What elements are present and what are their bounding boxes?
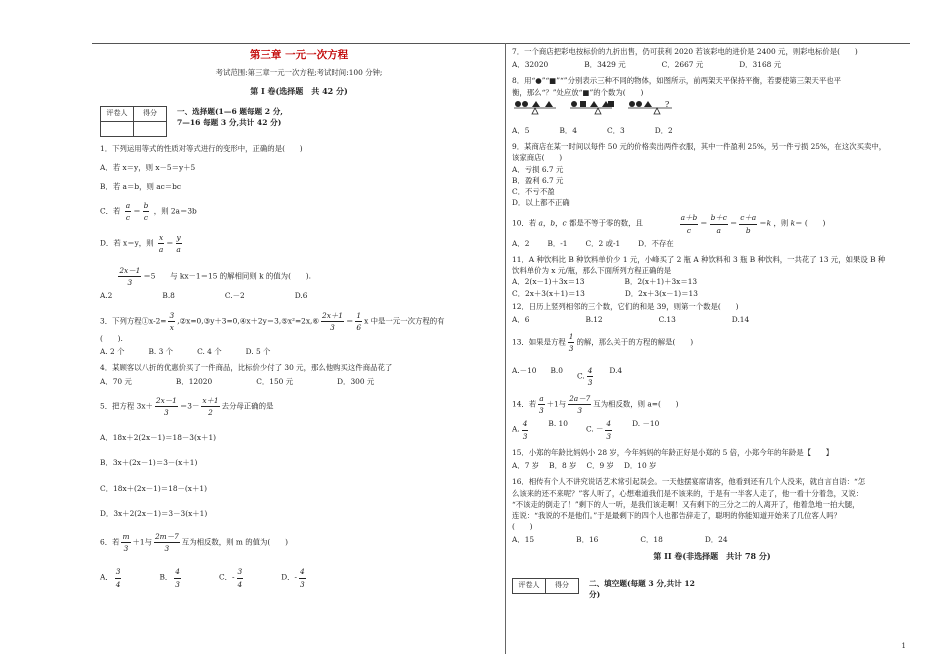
q6-s1: 6．若 (100, 537, 120, 547)
q2-option-a: A.2 (100, 291, 113, 301)
grader-cell: 评卷人 (101, 106, 134, 121)
q5-option-c: C．18x＋(2x－1)＝18－(x＋1) (100, 483, 207, 493)
q3-stem: 3．下列方程①x-2= $\frac{3}{x}$ ,②x=0,③y＋3=0,④x＋2y＝3,⑤x²=2x,⑥ $\frac{2x+1}{3}$ ＝ $\frac{1}{6}$ x 中是一元一次方程的有 (100, 310, 445, 332)
q4-option-d: D．300 元 (337, 376, 375, 386)
q11-option-c: C．2x＋3(x＋1)＝13 (512, 288, 585, 298)
q6-options (100, 566, 498, 589)
question-15 (512, 447, 912, 471)
q14-option-b: B. 10 (548, 419, 568, 429)
q11-stem2: 饮料单价为 x 元/瓶，那么下面所列方程正确的是 (512, 266, 672, 276)
score-blank (134, 121, 167, 136)
q11-option-b: B．2(x＋1)＋3x＝13 (624, 277, 698, 287)
q7-stem: 7．一个商店把彩电按标价的九折出售，仍可获利 2020 若该彩电的进价是 2400 元，则彩电标价是( ) (512, 47, 858, 56)
fraction: $\frac{2x-1}{3}$ (119, 266, 141, 288)
q9-option-b: B．盈利 6.7 元 (512, 175, 564, 185)
q6-s2: ＋1与 (132, 537, 152, 547)
q2-option-d: D.6 (294, 291, 308, 301)
q1-option-b: B．若 a＝b，则 ac＝bc (100, 182, 182, 192)
q5-stem (100, 395, 498, 418)
q3-option-b: B. 3 个 (148, 347, 174, 357)
q8-option-c: C．3 (606, 126, 625, 136)
q8-stem1: 8．用“●”“■”“”分别表示三种不同的物体，如图所示，前两架天平保持平衡，若要使第三架天平也平 (512, 76, 842, 86)
q16-line4: 连说：“我说的不是他们。”于是最剩下的四个人也都告辞走了，聪明的你能知道开始来了几位客人吗？ (512, 510, 842, 520)
q10-option-c: C．2 或-1 (585, 238, 621, 248)
q9-option-d: D．以上都不正确 (512, 198, 570, 208)
fraction: $\frac{3}{x}$ (169, 310, 175, 332)
q14-s2: 与 (558, 399, 567, 409)
fraction: $\frac{1}{6}$ (356, 310, 362, 332)
fraction: $\frac{x}{a}$ (158, 232, 164, 254)
fraction: $\frac{m}{3}$ (122, 532, 130, 554)
q7-option-b: B．3429 元 (584, 60, 626, 70)
q3-option-d: D. 5 个 (245, 347, 271, 357)
q10-s2: 都是不等于零的数，且 (569, 219, 643, 229)
section-one-heading (177, 106, 327, 128)
question-12 (512, 301, 912, 325)
q3-s2: ,②x=0,③y＋3=0,④x＋2y＝3,⑤x²=2x,⑥ (177, 316, 320, 326)
score-box-1 (100, 106, 498, 137)
exam-range: 考试范围:第三章一元一次方程;考试时间:100 分钟; (215, 68, 383, 78)
q10-s3: ，则 (773, 219, 789, 229)
q15-option-b: B．8 岁 (549, 461, 577, 471)
q16-option-c: C．18 (640, 535, 663, 545)
q9-stem2: 该家商店( ) (512, 153, 563, 163)
volume-two-heading: 第 II 卷(非选择题 共计 78 分) (653, 550, 771, 561)
q1-c-prefix: C．若 (100, 206, 121, 216)
question-11 (512, 254, 912, 299)
q5-s2: ＝3－ (179, 401, 200, 411)
q12-option-d: D.14 (731, 315, 750, 325)
q12-options (512, 314, 912, 325)
balance-scales-figure (512, 98, 712, 120)
left-column (100, 46, 498, 595)
q15-option-d: D．10 岁 (623, 461, 657, 471)
q15-options (512, 460, 912, 471)
q10-s1: 10．若 (512, 219, 537, 229)
q1-c-suffix: ，则 2a＝3b (153, 206, 197, 216)
q10-option-d: D．不存在 (638, 238, 674, 248)
q3-option-c: C. 4 个 (197, 347, 222, 357)
section-one-line1: 一、选择题(1—6 题每题 2 分, (177, 106, 283, 116)
volume-one-heading: 第 I 卷(选择题 共 42 分) (250, 86, 348, 97)
q2-text: 与 kx－1＝15 的解相同则 k 的值为( ). (170, 271, 311, 281)
q4-stem: 4．某顾客以八折的优惠价买了一件商品，比标价少付了 30 元，那么他购买这件商品花了 (100, 363, 393, 373)
q6-option-a: A． $\frac{3}{4}$ (100, 567, 121, 589)
scale-2 (570, 101, 614, 114)
q15-option-c: C．9 岁 (586, 461, 614, 471)
section-two-heading (589, 578, 739, 600)
q16-line1: 16．相传有个人不讲究说话艺术常引起误会。一天他摆宴席请客，他看到还有几个人没来，就自言自语：“怎 (512, 477, 866, 487)
q12-stem: 12．日历上竖列相邻的三个数，它们的和是 39，则第一个数是( ) (512, 301, 739, 311)
q12-option-a: A．6 (512, 315, 530, 325)
q3-options (100, 346, 498, 357)
q5-option-a: A．18x＋2(2x－1)＝18－3(x＋1) (100, 433, 217, 443)
q16-line2: 么该来的还不来呢？”客人听了，心想难道我们是不该来的，于是有一半客人走了，他一看十分着急，又说： (512, 488, 864, 498)
fraction: $\frac{a}{c}$ (125, 201, 131, 223)
q13-s2: 的解，那么关于的方程的解是( ) (576, 337, 694, 347)
q16-option-a: A．15 (512, 535, 535, 545)
q13-stem: 13．如果是方程 $\frac{1}{3}$ 的解，那么关于的方程的解是( ) (512, 332, 694, 354)
q16-options (512, 534, 912, 545)
q7-options (512, 59, 912, 70)
question-8 (512, 75, 912, 136)
q10-stem: 10．若 a，b，c 都是不等于零的数，且 $\frac{a+b}{c}$ ＝ $\frac{b+c}{a}$ ＝ $\frac{c+a}{b}$ ＝k ，则 k＝ ( ) (512, 213, 826, 235)
score-table-2 (512, 578, 579, 594)
score-cell: 得分 (134, 106, 167, 121)
q14-option-d: D. －10 (632, 419, 660, 429)
svg-text:?: ? (665, 99, 670, 109)
q13-options (512, 365, 912, 388)
q14-option-a: A. $\frac{4}{3}$ (512, 419, 528, 441)
section-two-line1: 二、填空题(每题 3 分,共计 12 (589, 578, 695, 588)
q2-options (100, 290, 498, 301)
fraction: $\frac{2x+1}{3}$ (322, 310, 343, 332)
q13-option-a: A.－10 (512, 365, 537, 375)
q16-option-b: B．16 (576, 535, 599, 545)
q3-s3: 中是一元一次方程的有 (370, 316, 445, 326)
q9-stem1: 9．某商店在某一时间以每件 50 元的价格卖出两件衣服，其中一件盈利 25%，另一件亏损 25%，在这次买卖中， (512, 142, 887, 152)
q8-options (512, 125, 912, 136)
q13-option-c: C. $\frac{4}{3}$ (576, 365, 593, 387)
question-3 (100, 310, 498, 358)
q14-stem: 14．若 $\frac{a}{3}$ ＋1与 $\frac{2a-7}{3}$ 互为相反数，则 a=( ) (512, 394, 679, 416)
q16-option-d: D．24 (704, 535, 728, 545)
q16-line5: ( ) (512, 522, 533, 532)
q13-option-b: B.0 (550, 365, 563, 375)
q5-s1: 5．把方程 3x＋ (100, 401, 153, 411)
q5-s3: 去分母正确的是 (221, 401, 274, 411)
grader-blank (101, 121, 134, 136)
score-cell-2: 得分 (546, 578, 579, 593)
q1-stem: 1．下列运用等式的性质对等式进行的变形中，正确的是( ) (100, 143, 303, 153)
q11-option-a: A．2(x－1)＋3x＝13 (512, 277, 585, 287)
q6-option-c: C．- $\frac{3}{4}$ (218, 567, 243, 589)
q2-option-c: C.－2 (224, 291, 245, 301)
q8-option-b: B．4 (559, 126, 577, 136)
q5-option-b: B．3x＋(2x－1)＝3－(x＋1) (100, 458, 198, 468)
q6-option-b: B． $\frac{4}{3}$ (159, 567, 180, 589)
q11-options-row1 (512, 276, 912, 287)
fraction: $\frac{2x-1}{3}$ (155, 395, 177, 418)
q12-option-b: B.12 (585, 315, 603, 325)
q14-option-c: C. － $\frac{4}{3}$ (585, 419, 612, 441)
question-4 (100, 362, 498, 386)
q13-s1: 13．如果是方程 (512, 337, 566, 347)
question-9 (512, 141, 912, 208)
q11-stem1: 11．A 种饮料比 B 种饮料单价少 1 元，小峰买了 2 瓶 A 种饮料和 3 瓶 B 种饮料，一共花了 13 元，如果设 B 种 (512, 255, 886, 265)
q1-d-prefix: D．若 x＝y，则 (100, 238, 154, 248)
question-14 (512, 393, 912, 442)
q4-option-c: C．150 元 (256, 376, 294, 386)
page-title: 第三章 一元一次方程 (249, 49, 349, 61)
q3-s1: 3．下列方程①x-2= (100, 316, 167, 326)
q6-s3: 互为相反数，则 m 的值为( ) (181, 537, 288, 547)
q13-option-d: D.4 (609, 365, 623, 375)
fraction: $\frac{y}{a}$ (176, 232, 181, 254)
q3-s4: ( ). (100, 334, 123, 344)
question-1 (100, 143, 498, 255)
question-7 (512, 46, 912, 70)
fraction: $\frac{x+1}{2}$ (202, 395, 219, 418)
question-10 (512, 212, 912, 249)
question-5 (100, 395, 498, 519)
q2-option-b: B.8 (162, 291, 175, 301)
q14-s3: 互为相反数，则 a=( ) (593, 399, 679, 409)
q1-option-d: D．若 x＝y，则 $\frac{x}{a}$ ＝ $\frac{y}{a}$ (100, 232, 181, 254)
section-one-line2: 7—16 每题 3 分,共计 42 分) (177, 117, 282, 127)
q5-option-d: D．3x＋2(2x－1)＝3－3(x＋1) (100, 508, 208, 518)
score-box-2 (512, 578, 912, 600)
q8-option-a: A．5 (512, 126, 530, 136)
q4-option-b: B．12020 (175, 376, 213, 386)
q15-stem: 15．小郑的年龄比妈妈小 28 岁，今年妈妈的年龄正好是小郑的 5 倍，小郑今年的年龄是【 】 (512, 447, 834, 457)
column-divider (505, 43, 506, 654)
q1-option-a: A．若 x＝y，则 x－5＝y＋5 (100, 162, 196, 172)
page-number: 1 (901, 642, 906, 650)
fraction: $\frac{b}{c}$ (143, 201, 149, 223)
q1-option-c: C．若 $\frac{a}{c}$ ＝ $\frac{b}{c}$ ，则 2a＝3b (100, 201, 197, 223)
q9-option-c: C．不亏不盈 (512, 187, 555, 197)
top-rule (92, 43, 910, 44)
q7-option-a: A．32020 (512, 60, 549, 70)
q12-option-c: C.13 (658, 315, 676, 325)
q8-option-d: D．2 (654, 126, 673, 136)
q7-option-c: C．2667 元 (661, 60, 704, 70)
q4-option-a: A．70 元 (100, 376, 132, 386)
fraction: $\frac{2m-7}{3}$ (154, 532, 179, 554)
q10-option-b: B．-1 (547, 238, 568, 248)
question-6 (100, 531, 498, 590)
grader-cell-2: 评卷人 (513, 578, 546, 593)
question-13 (512, 331, 912, 388)
q9-option-a: A．亏损 6.7 元 (512, 164, 564, 174)
scale-3 (628, 100, 672, 114)
q10-option-a: A．2 (512, 238, 530, 248)
q11-option-d: D．2x＋3(x－1)＝13 (624, 288, 698, 298)
q15-option-a: A．7 岁 (512, 461, 540, 471)
q2-stem (100, 265, 498, 288)
q6-option-d: D．- $\frac{4}{3}$ (281, 567, 305, 589)
q7-option-d: D．3168 元 (739, 60, 782, 70)
question-2 (100, 265, 498, 302)
q6-stem (100, 531, 498, 554)
q3-option-a: A. 2 个 (100, 347, 125, 357)
scale-1 (514, 101, 556, 114)
q10-s4: ( ) (804, 219, 826, 229)
score-table (100, 106, 167, 137)
right-column (512, 46, 912, 606)
section-two-line2: 分) (589, 589, 601, 599)
question-16 (512, 476, 912, 545)
q16-line3: “不该走的倒走了！”剩下的人一听，是我们该走啊！又有剩下的三分之二的人离开了，他着急地一拍大腿， (512, 499, 860, 509)
q10-options (512, 238, 912, 249)
q14-s1: 14．若 (512, 399, 537, 409)
q11-options-row2 (512, 288, 912, 299)
q2-eq: ＝5 (143, 271, 156, 281)
q14-options (512, 418, 912, 441)
q8-stem2: 衡，那么“？”处应放“■”的个数为( ) (512, 87, 644, 97)
q4-options (100, 376, 498, 387)
